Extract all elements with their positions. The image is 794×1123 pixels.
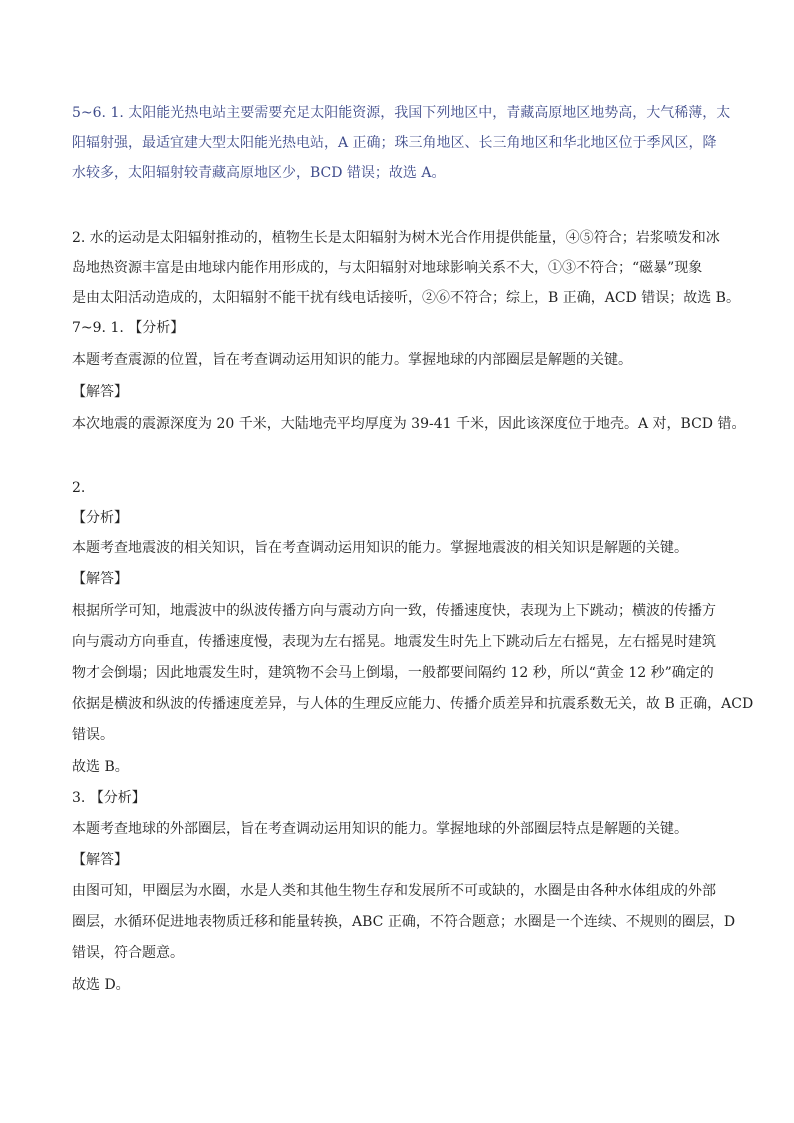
q7-9-2-analysis-label: 【分析】: [72, 510, 128, 526]
q7-9-2-conclusion: 故选 B。: [72, 759, 129, 775]
q7-9-2-analysis: 本题考查地震波的相关知识，旨在考查调动运用知识的能力。掌握地震波的相关知识是解题的关键。: [72, 540, 688, 556]
q5-6-2-line-1: 2. 水的运动是太阳辐射推动的，植物生长是太阳辐射为树木光合作用提供能量，④⑤符合；岩浆喷发和冰: [72, 230, 720, 246]
q5-6-2-line-2: 岛地热资源丰富是由地球内能作用形成的，与太阳辐射对地球影响关系不大，①③不符合；“磁暴”现象: [72, 260, 703, 276]
q7-9-3-analysis: 本题考查地球的外部圈层，旨在考查调动运用知识的能力。掌握地球的外部圈层特点是解题的关键。: [72, 821, 688, 837]
q5-6-1-line-2: 阳辐射强，最适宜建大型太阳能光热电站，A 正确；珠三角地区、长三角地区和华北地区位于季风区，降: [72, 135, 717, 151]
q7-9-3-answer-label: 【解答】: [72, 852, 128, 868]
q7-9-1-header: 7~9. 1. 【分析】: [72, 320, 185, 336]
q7-9-1-answer-label: 【解答】: [72, 384, 128, 400]
q7-9-1-analysis: 本题考查震源的位置，旨在考查调动运用知识的能力。掌握地球的内部圈层是解题的关键。: [72, 352, 632, 368]
q7-9-1-answer: 本次地震的震源深度为 20 千米，大陆地壳平均厚度为 39-41 千米，因此该深度位于地壳。A 对，BCD 错。: [72, 416, 746, 432]
q5-6-2-line-3: 是由太阳活动造成的，太阳辐射不能干扰有线电话接听，②⑥不符合；综上，B 正确，ACD 错误；故选 B。: [72, 290, 740, 306]
q7-9-2-answer-line-2: 向与震动方向垂直，传播速度慢，表现为左右摇晃。地震发生时先上下跳动后左右摇晃，左右摇晃时建筑: [72, 634, 716, 650]
q7-9-2-answer-line-5: 错误。: [72, 727, 114, 743]
q7-9-2-answer-line-1: 根据所学可知，地震波中的纵波传播方向与震动方向一致，传播速度快，表现为上下跳动；横波的传播方: [72, 603, 716, 619]
q5-6-1-line-3: 水较多，太阳辐射较青藏高原地区少，BCD 错误；故选 A。: [72, 165, 446, 181]
q7-9-3-header: 3. 【分析】: [72, 790, 146, 806]
q7-9-3-conclusion: 故选 D。: [72, 977, 130, 993]
q7-9-2-answer-line-4: 依据是横波和纵波的传播速度差异，与人体的生理反应能力、传播介质差异和抗震系数无关，故 B 正确，ACD: [72, 696, 754, 712]
q7-9-3-answer-line-3: 错误，符合题意。: [72, 945, 184, 961]
q7-9-3-answer-line-2: 圈层，水循环促进地表物质迁移和能量转换，ABC 正确，不符合题意；水圈是一个连续、不规则的圈层，D: [72, 914, 736, 930]
q5-6-1-line-1: 5~6. 1. 太阳能光热电站主要需要充足太阳能资源，我国下列地区中，青藏高原地区地势高，大气稀薄，太: [72, 105, 731, 121]
q7-9-2-answer-label: 【解答】: [72, 571, 128, 587]
q7-9-3-answer-line-1: 由图可知，甲圈层为水圈，水是人类和其他生物生存和发展所不可或缺的，水圈是由各种水体组成的外部: [72, 883, 716, 899]
q7-9-2-answer-line-3: 物才会倒塌；因此地震发生时，建筑物不会马上倒塌，一般都要间隔约 12 秒，所以“黄金 12 秒”确定的: [72, 665, 714, 681]
q7-9-2-number: 2.: [72, 480, 86, 496]
